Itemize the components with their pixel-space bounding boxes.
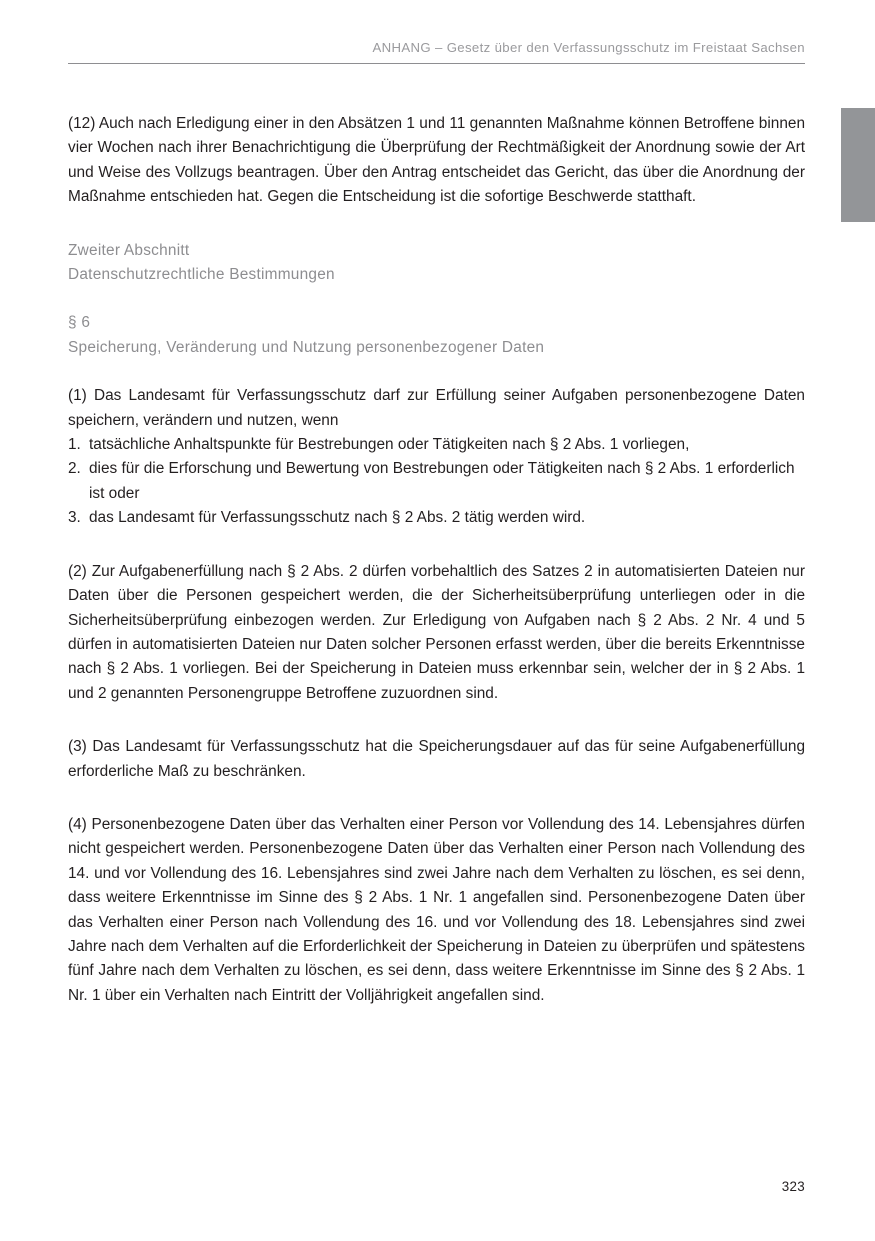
list-item	[68, 506, 805, 530]
list-item	[68, 433, 805, 457]
paragraph-heading	[68, 311, 805, 360]
list-item-text: tatsächliche Anhaltspunkte für Bestrebungen oder Tätigkeiten nach § 2 Abs. 1 vorliegen,	[89, 436, 690, 454]
paragraph-number: § 6	[68, 314, 91, 332]
list-item-marker: 2.	[68, 460, 81, 478]
paragraph-title: Speicherung, Veränderung und Nutzung personenbezogener Daten	[68, 338, 545, 356]
spacer	[68, 210, 805, 239]
list-item-text: dies für die Erforschung und Bewertung von Bestrebungen oder Tätigkeiten nach § 2 Abs. 1 erforderlich ist oder	[89, 460, 795, 502]
page-content	[68, 112, 805, 1008]
paragraph-2: (2) Zur Aufgabenerfüllung nach § 2 Abs. 2 dürfen vorbehaltlich des Satzes 2 in automatisierten Dateien nur Daten über die Personen gespeichert werden, die der Sicherheitsüberprüfung unterliegen oder in die Sicherheitsüberprüfung einbezogen werden. Zur Erledigung von Aufgaben nach § 2 Abs. 2 Nr. 4 und 5 dürfen in automatisierten Dateien nur Daten solcher Personen erfasst werden, über die bereits Erkenntnisse nach § 2 Abs. 1 vorliegen. Bei der Speicherung in Dateien muss erkennbar sein, welcher der in § 2 Abs. 1 und 2 genannten Personengruppe Betroffene zuzuordnen sind.	[68, 562, 805, 702]
edge-thumb-tab	[841, 108, 875, 222]
paragraph-3: (3) Das Landesamt für Verfassungsschutz hat die Speicherungsdauer auf das für seine Aufgabenerfüllung erforderliche Maß zu beschränken.	[68, 738, 805, 780]
paragraph-1-list	[68, 433, 805, 531]
list-item-marker: 1.	[68, 436, 81, 454]
paragraph-1-intro: (1) Das Landesamt für Verfassungsschutz darf zur Erfüllung seiner Aufgaben personenbezogene Daten speichern, verändern und nutzen, wenn	[68, 387, 805, 429]
spacer	[68, 360, 805, 384]
section-heading	[68, 239, 805, 288]
spacer	[68, 287, 805, 311]
spacer	[68, 784, 805, 813]
paragraph-4: (4) Personenbezogene Daten über das Verhalten einer Person vor Vollendung des 14. Lebensjahres dürfen nicht gespeichert werden. Personenbezogene Daten über das Verhalten einer Person nach Vollendung des 14. und vor Vollendung des 16. Lebensjahres sind zwei Jahre nach dem Verhalten zu löschen, es sei denn, dass weitere Erkenntnisse im Sinne des § 2 Abs. 1 Nr. 1 angefallen sind. Personenbezogene Daten über das Verhalten einer Person nach Vollendung des 16. und vor Vollendung des 18. Lebensjahres sind zwei Jahre nach dem Verhalten auf die Erforderlichkeit der Speicherung in Dateien zu überprüfen und spätestens fünf Jahre nach dem Verhalten zu löschen, es sei denn, dass weitere Erkenntnisse im Sinne des § 2 Abs. 1 Nr. 1 über ein Verhalten nach Eintritt der Volljährigkeit angefallen sind.	[68, 815, 805, 1004]
header-rule	[68, 63, 805, 64]
list-item-text: das Landesamt für Verfassungsschutz nach § 2 Abs. 2 tätig werden wird.	[89, 509, 586, 527]
list-item-marker: 3.	[68, 509, 81, 527]
section-heading-line-1: Zweiter Abschnitt	[68, 241, 190, 259]
spacer	[68, 531, 805, 560]
page-number: 323	[781, 1179, 805, 1194]
spacer	[68, 706, 805, 735]
section-heading-line-2: Datenschutzrechtliche Bestimmungen	[68, 266, 335, 284]
list-item	[68, 457, 805, 506]
paragraph-12: (12) Auch nach Erledigung einer in den Absätzen 1 und 11 genannten Maßnahme können Betroffene binnen vier Wochen nach ihrer Benachrichtigung die Überprüfung der Rechtmäßigkeit der Anordnung sowie der Art und Weise des Vollzugs beantragen. Über den Antrag entscheidet das Gericht, das über die Anordnung der Maßnahme entschieden hat. Gegen die Entscheidung ist die sofortige Beschwerde statthaft.	[68, 115, 805, 206]
running-head: ANHANG – Gesetz über den Verfassungsschutz im Freistaat Sachsen	[372, 40, 805, 55]
